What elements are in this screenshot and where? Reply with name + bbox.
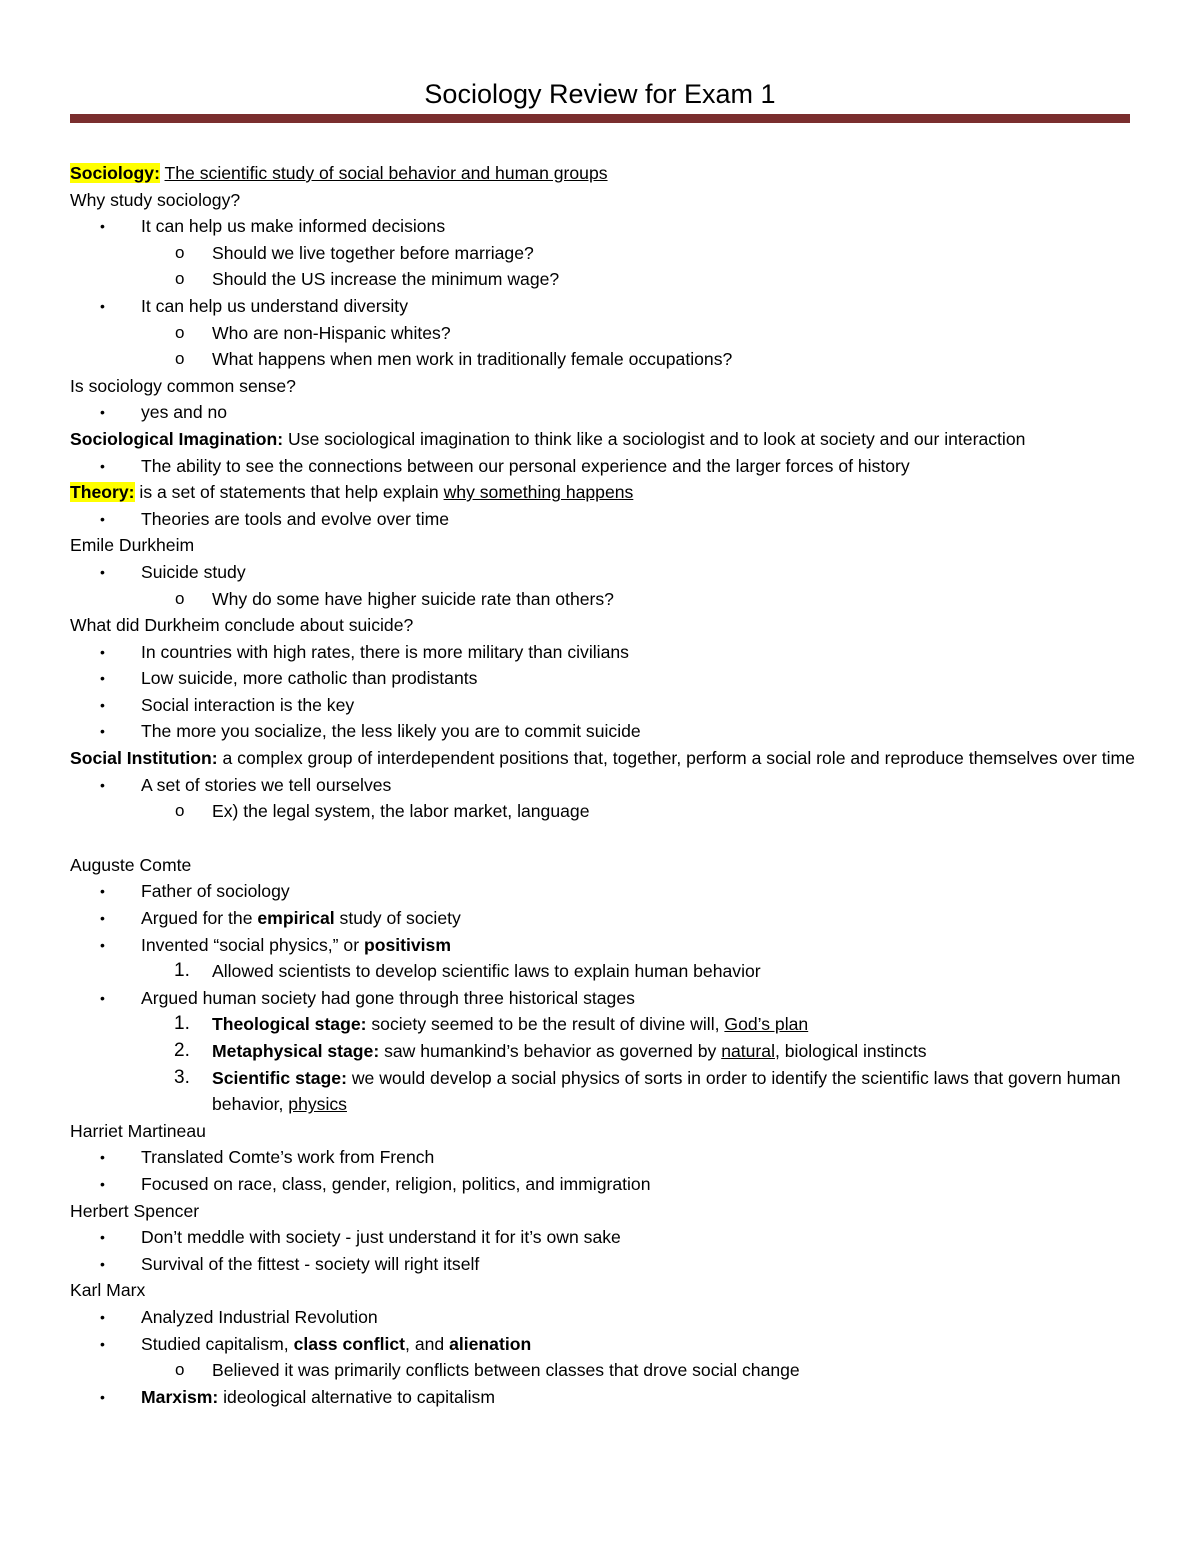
line-text: A set of stories we tell ourselves — [141, 774, 392, 795]
line-text: a complex group of interdependent positions that, together, perform a social role and reproduce themselves over time — [217, 748, 1135, 769]
bullet-item — [70, 506, 1140, 533]
bullet-dot-icon: • — [100, 670, 105, 687]
bullet-dot-icon: • — [100, 696, 105, 713]
bullet-dot-icon: • — [100, 1229, 105, 1246]
bold-term: Sociological Imagination: — [70, 428, 284, 449]
line-text: Believed it was primarily conflicts between classes that drove social change — [212, 1360, 800, 1381]
bullet-dot-icon: • — [100, 1175, 105, 1192]
bold-term: Metaphysical stage: — [212, 1041, 380, 1061]
bullet-circle-icon: o — [175, 242, 185, 262]
bullet-dot-icon: • — [100, 643, 105, 660]
sub-bullet-item — [70, 958, 1140, 985]
line-text: It can help us understand diversity — [141, 295, 408, 316]
bullet-item — [70, 1304, 1140, 1331]
bullet-item — [70, 1384, 1140, 1411]
sub-bullet-item — [70, 346, 1140, 373]
bullet-item — [70, 665, 1140, 692]
line-text: Theories are tools and evolve over time — [141, 508, 450, 529]
bold-term: Marxism: — [141, 1386, 219, 1407]
bullet-circle-icon: o — [175, 588, 185, 608]
bullet-dot-icon: • — [100, 1149, 105, 1166]
bullet-item — [70, 692, 1140, 719]
underlined-text: why something happens — [443, 482, 634, 503]
line-text: , biological instincts — [774, 1041, 927, 1061]
bullet-dot-icon: • — [100, 989, 105, 1006]
line-text: Emile Durkheim — [70, 535, 195, 556]
line-text: Harriet Martineau — [70, 1120, 206, 1141]
underlined-text: God’s plan — [724, 1014, 809, 1035]
bullet-circle-icon: o — [175, 1360, 185, 1380]
line-text: Argued human society had gone through three historical stages — [141, 987, 635, 1008]
line-text: What did Durkheim conclude about suicide? — [70, 615, 414, 636]
bullet-dot-icon: • — [100, 297, 105, 314]
bullet-item — [70, 1224, 1140, 1251]
text-line — [70, 745, 1140, 772]
bullet-item — [70, 1171, 1140, 1198]
sub-bullet-item — [70, 1038, 1140, 1065]
text-line — [70, 1277, 1140, 1304]
text-line — [70, 852, 1140, 879]
bold-term: alienation — [449, 1333, 532, 1354]
text-line — [70, 426, 1140, 453]
line-text: ideological alternative to capitalism — [218, 1386, 496, 1407]
line-text: Karl Marx — [70, 1280, 146, 1301]
bullet-circle-icon: o — [175, 269, 185, 289]
bullet-item — [70, 559, 1140, 586]
bullet-dot-icon: • — [100, 218, 105, 235]
text-line — [70, 479, 1140, 506]
bold-term: empirical — [257, 908, 335, 929]
bullet-dot-icon: • — [100, 1388, 105, 1405]
line-text: Auguste Comte — [70, 854, 192, 875]
list-number: 1. — [174, 1013, 190, 1035]
line-text: we would develop a social physics of sorts in order to identify the scientific laws that govern human behavior, — [212, 1067, 1121, 1115]
title-divider — [70, 114, 1130, 123]
bullet-item — [70, 905, 1140, 932]
text-line — [70, 1118, 1140, 1145]
bold-term: Social Institution: — [70, 748, 218, 769]
bullet-item — [70, 718, 1140, 745]
highlighted-term: Theory: — [70, 482, 135, 503]
line-text: Low suicide, more catholic than prodistants — [141, 668, 478, 689]
line-text: Herbert Spencer — [70, 1200, 200, 1221]
bullet-item — [70, 1331, 1140, 1358]
bullet-dot-icon: • — [100, 404, 105, 421]
bullet-circle-icon: o — [175, 349, 185, 369]
bullet-item — [70, 1144, 1140, 1171]
line-text: Should we live together before marriage? — [212, 242, 534, 263]
line-text: , and — [405, 1333, 450, 1354]
line-text: Social interaction is the key — [141, 694, 355, 715]
line-text: Suicide study — [141, 561, 246, 582]
text-line — [70, 187, 1140, 214]
bullet-dot-icon: • — [100, 723, 105, 740]
list-number: 1. — [174, 960, 190, 982]
line-text: Use sociological imagination to think like a sociologist and to look at society and our interaction — [283, 428, 1026, 449]
line-text: Focused on race, class, gender, religion, politics, and immigration — [141, 1173, 651, 1194]
line-text: is a set of statements that help explain — [134, 482, 444, 503]
bullet-item — [70, 399, 1140, 426]
bullet-dot-icon: • — [100, 776, 105, 793]
line-text: Ex) the legal system, the labor market, language — [212, 801, 590, 822]
bullet-item — [70, 985, 1140, 1012]
bullet-item — [70, 453, 1140, 480]
sub-bullet-item — [70, 586, 1140, 613]
line-text: Survival of the fittest - society will right itself — [141, 1253, 480, 1274]
underlined-text: The scientific study of social behavior and human groups — [164, 163, 608, 183]
line-text: What happens when men work in traditionally female occupations? — [212, 349, 733, 370]
line-text: Father of sociology — [141, 881, 290, 902]
line-text: yes and no — [141, 402, 228, 423]
underlined-text: physics — [288, 1094, 347, 1115]
bullet-item — [70, 932, 1140, 959]
bold-term: class conflict — [293, 1333, 406, 1354]
bold-term: Theological stage: — [212, 1014, 367, 1035]
line-text: In countries with high rates, there is more military than civilians — [141, 641, 629, 662]
bullet-dot-icon: • — [100, 883, 105, 900]
line-text: Why study sociology? — [70, 189, 241, 210]
page-title: Sociology Review for Exam 1 — [424, 79, 776, 109]
sub-bullet-item — [70, 1357, 1140, 1384]
bullet-dot-icon: • — [100, 936, 105, 953]
line-text: Who are non-Hispanic whites? — [212, 322, 451, 343]
line-text: Invented “social physics,” or — [141, 934, 364, 955]
bullet-dot-icon: • — [100, 563, 105, 580]
sub-bullet-item — [70, 1065, 1140, 1118]
bullet-item — [70, 772, 1140, 799]
line-text: Allowed scientists to develop scientific laws to explain human behavior — [212, 961, 761, 982]
line-text: The more you socialize, the less likely you are to commit suicide — [141, 721, 641, 742]
text-line — [70, 160, 1140, 187]
bullet-item — [70, 1251, 1140, 1278]
sub-bullet-item — [70, 320, 1140, 347]
bullet-circle-icon: o — [175, 801, 185, 821]
bold-term: positivism — [363, 934, 451, 955]
text-line — [70, 612, 1140, 639]
line-text: society seemed to be the result of divine will, — [366, 1014, 725, 1035]
sub-bullet-item — [70, 266, 1140, 293]
bullet-item — [70, 639, 1140, 666]
line-text: Studied capitalism, — [141, 1333, 294, 1354]
line-text: study of society — [334, 908, 461, 929]
list-number: 2. — [174, 1040, 190, 1061]
bold-term: Scientific stage: — [212, 1067, 347, 1088]
text-line — [70, 373, 1140, 400]
bullet-dot-icon: • — [100, 1335, 105, 1352]
sub-bullet-item — [70, 798, 1140, 825]
list-number: 3. — [174, 1066, 190, 1088]
bullet-dot-icon: • — [100, 910, 105, 927]
bullet-dot-icon: • — [100, 1255, 105, 1272]
bullet-item — [70, 293, 1140, 320]
sub-bullet-item — [70, 240, 1140, 267]
line-text: Analyzed Industrial Revolution — [141, 1306, 378, 1327]
bullet-item — [70, 878, 1140, 905]
line-text: Should the US increase the minimum wage? — [212, 269, 560, 290]
line-text: Don’t meddle with society - just understand it for it’s own sake — [141, 1227, 621, 1248]
line-text: The ability to see the connections between our personal experience and the larger forces of history — [141, 455, 910, 476]
bullet-dot-icon: • — [100, 510, 105, 527]
bullet-dot-icon: • — [100, 457, 105, 474]
line-text: Argued for the — [141, 908, 258, 929]
line-text: It can help us make informed decisions — [141, 216, 446, 237]
document-body — [70, 160, 1140, 1410]
blank-line — [70, 825, 1140, 852]
highlighted-term: Sociology: — [70, 163, 160, 183]
line-text: Is sociology common sense? — [70, 375, 296, 396]
line-text: Translated Comte’s work from French — [141, 1147, 435, 1168]
underlined-text: natural — [721, 1041, 775, 1061]
line-text: Why do some have higher suicide rate than others? — [212, 588, 614, 609]
line-text: saw humankind’s behavior as governed by — [379, 1041, 722, 1061]
text-line — [70, 1198, 1140, 1225]
sub-bullet-item — [70, 1011, 1140, 1038]
text-line — [70, 532, 1140, 559]
bullet-dot-icon: • — [100, 1308, 105, 1325]
bullet-item — [70, 213, 1140, 240]
bullet-circle-icon: o — [175, 322, 185, 342]
